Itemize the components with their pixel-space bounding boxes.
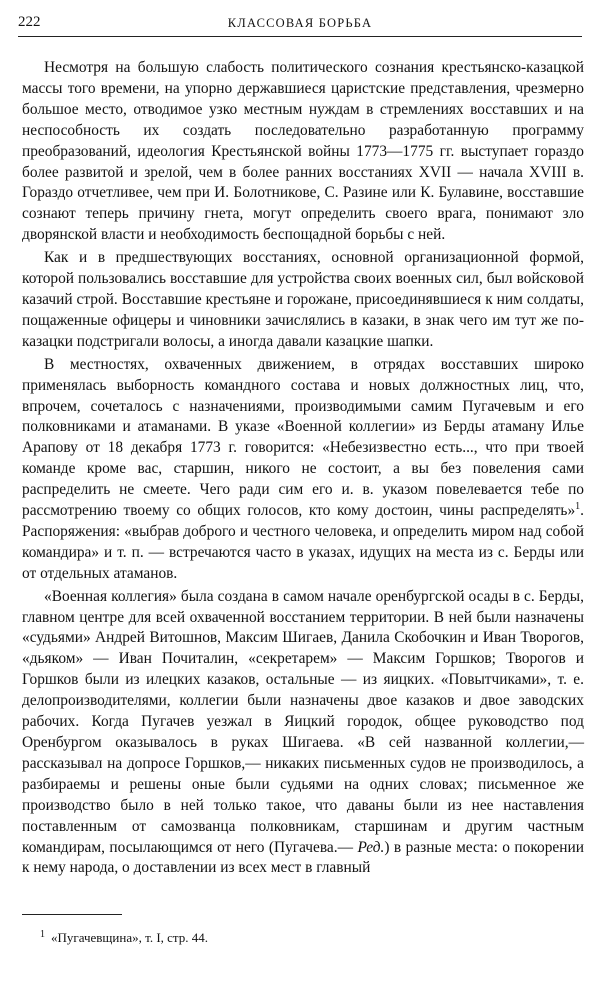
footnote-mark: 1: [40, 928, 45, 940]
paragraph-3-text-a: В местностях, охваченных движением, в отрядах восставших широко применялась выборность командного состава и новых должностных лиц, что, впрочем, сочеталось с назначениями, производимыми самим Пугачевым и его полковниками и атаманами. В указе «Военной коллегии» из Берды атаману Илье Арапову от 18 декабря 1773 г. говорится: «Небезизвестно есть..., что при твоей команде кроме вас, старшин, никого не состоит, а вы без повеления сами распределить не смеете. Чего ради сим его и. в. указом повелевается тебе по рассмотрению твоему со общих голосов, кто кому достоин, чины распределять»: [22, 355, 584, 520]
running-title: КЛАССОВАЯ БОРЬБА: [227, 16, 373, 30]
footnote: [40, 930, 208, 946]
footnote-reference[interactable]: 1: [575, 500, 581, 512]
paragraph-4-text-b: ) в разные места: о покорении к нему народа, о доставлении из всех мест в главный: [22, 838, 584, 877]
paragraph-1: Несмотря на большую слабость политического сознания крестьянско-казацкой массы того времени, на упорно державшиеся царистские представления, чрезмерно большое место, отводимое узко местным нуждам в стремлениях восставших и на неспособность их создать последовательно разработанную программу преобразований, идеология Крестьянской войны 1773—1775 гг. выступает гораздо более развитой и зрелой, чем в более ранних восстаниях XVII — начала XVIII в. Гораздо отчетливее, чем при И. Болотникове, С. Разине или К. Булавине, восставшие сознают теперь причину гнета, могут определить своего врага, понимают зло дворянской власти и необходимость беспощадной борьбы с ней.: [22, 59, 584, 244]
page-number: 222: [18, 14, 41, 30]
footnote-text: «Пугачевщина», т. I, стр. 44.: [51, 930, 209, 945]
paragraph-4: [22, 587, 584, 880]
paragraph-3-text-b: . Распоряжения: «выбрав доброго и честного человека, и определить миром над собой командира» и т. п. — встречаются часто в указах, идущих на места из с. Берды или от отдельных атаманов.: [22, 502, 584, 582]
footnote-divider: [22, 914, 122, 915]
editor-note: Ред.: [357, 838, 385, 856]
page-header: [18, 14, 582, 37]
body-text: [22, 58, 584, 879]
paragraph-3: [22, 355, 584, 585]
paragraph-4-text-a: «Военная коллегия» была создана в самом начале оренбургской осады в с. Берды, главном центре для всей охваченной восстанием территории. В ней были назначены «судьями» Андрей Витошнов, Максим Шигаев, Данила Скобочкин и Иван Творогов, «дьяком» — Иван Почиталин, «секретарем» — Максим Горшков; Творогов и Горшков были из илецких казаков, остальные — из яицких. «Повытчиками», т. е. делопроизводителями, коллегии были назначены двое казаков и двое заводских рабочих. Когда Пугачев уезжал в Яицкий городок, общее руководство под Оренбургом оказывалось в руках Шигаева. «В сей названной коллегии,— рассказывал на допросе Горшков,— никаких письменных судов не производилось, а разбираемы и решены оные были судьями на одних словах; письменное же производство было в ней только такое, что даваны были из нее наставления поставленным от самозванца полковникам, старшинам и другим частным командирам, посылающимся от него (Пугачева.—: [22, 587, 584, 856]
paragraph-2: Как и в предшествующих восстаниях, основной организационной формой, которой пользовались восставшие для устройства своих военных сил, был войсковой казачий строй. Восставшие крестьяне и горожане, присоединявшиеся к ним солдаты, пощаженные офицеры и чиновники зачислялись в казаки, в знак чего им тут же по-казацки подстригали волосы, а иногда давали казацкие шапки.: [22, 249, 584, 350]
